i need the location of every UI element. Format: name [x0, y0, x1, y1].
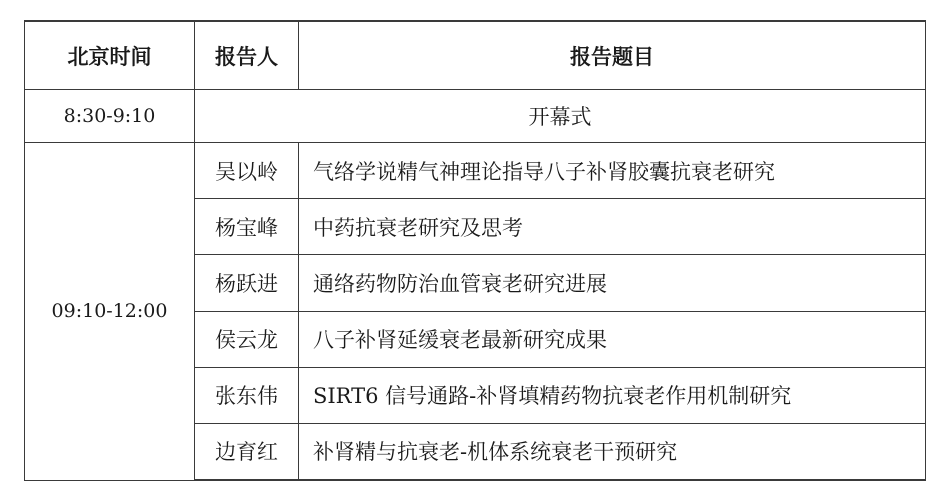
talk-title: 气络学说精气神理论指导八子补肾胶囊抗衰老研究 [299, 143, 926, 199]
speaker-name: 杨宝峰 [195, 199, 299, 255]
opening-time: 8:30-9:10 [25, 90, 195, 143]
talk-title: 补肾精与抗衰老-机体系统衰老干预研究 [299, 423, 926, 480]
header-speaker: 报告人 [195, 21, 299, 90]
talk-title: 通络药物防治血管衰老研究进展 [299, 255, 926, 311]
speaker-name: 杨跃进 [195, 255, 299, 311]
opening-row [25, 90, 926, 143]
speaker-name: 吴以岭 [195, 143, 299, 199]
session-time: 09:10-12:00 [25, 143, 195, 480]
header-row [25, 21, 926, 90]
speaker-name: 张东伟 [195, 367, 299, 423]
schedule-table [24, 20, 926, 481]
speaker-name: 侯云龙 [195, 311, 299, 367]
opening-ceremony: 开幕式 [195, 90, 926, 143]
header-time: 北京时间 [25, 21, 195, 90]
talk-title: SIRT6 信号通路-补肾填精药物抗衰老作用机制研究 [299, 367, 926, 423]
speaker-name: 边育红 [195, 423, 299, 480]
header-title: 报告题目 [299, 21, 926, 90]
talk-title: 中药抗衰老研究及思考 [299, 199, 926, 255]
table-row [25, 143, 926, 199]
talk-title: 八子补肾延缓衰老最新研究成果 [299, 311, 926, 367]
